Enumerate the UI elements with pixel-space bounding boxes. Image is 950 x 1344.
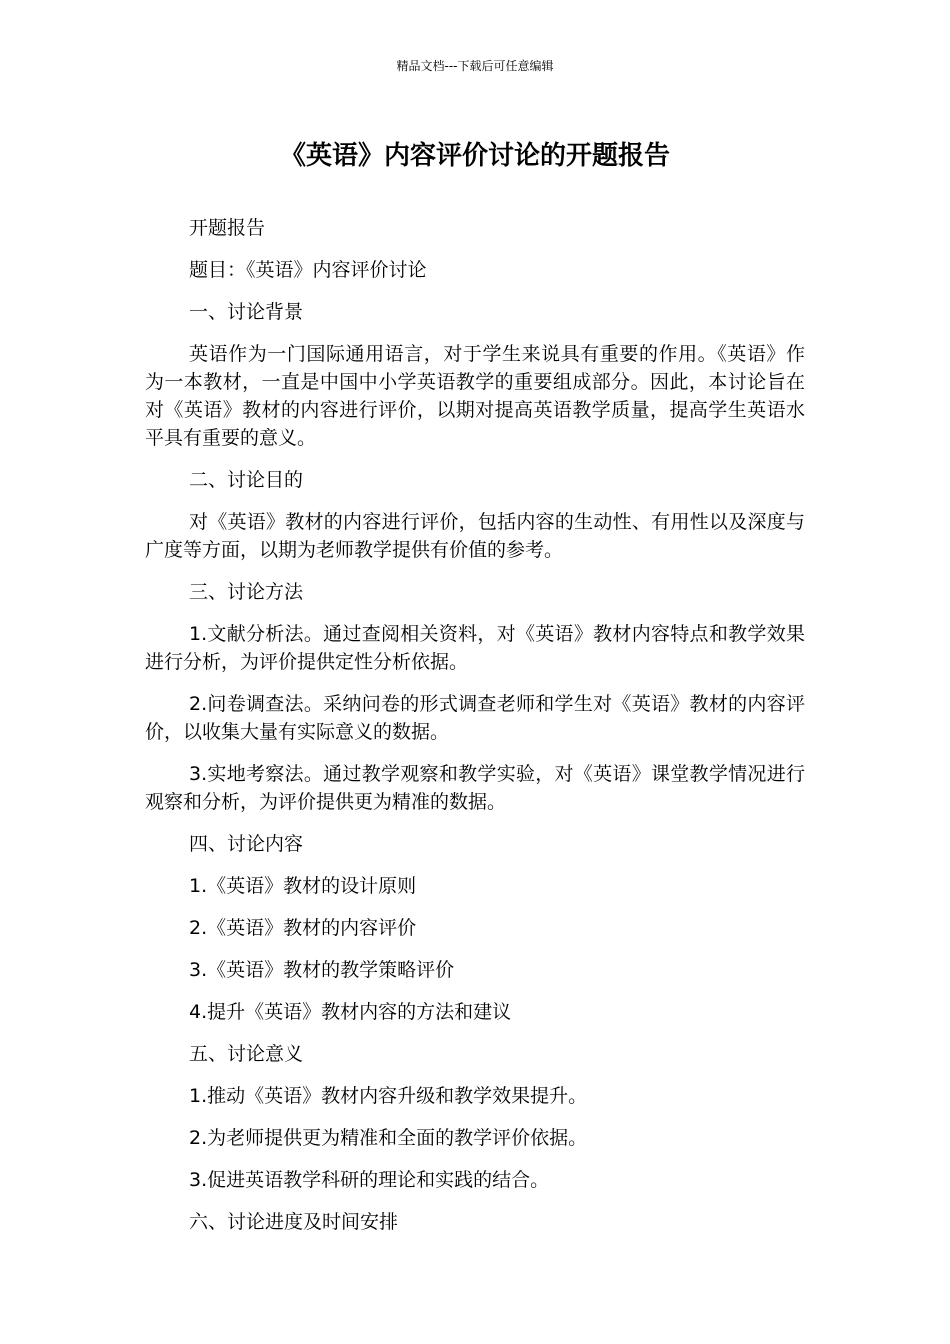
section-heading-method: 三、讨论方法 [189,581,304,603]
section-heading-purpose: 二、讨论目的 [189,469,304,491]
content-item-evaluation: 2.《英语》教材的内容评价 [189,917,417,939]
content-item-design: 1.《英语》教材的设计原则 [189,875,417,897]
method-item-fieldwork: 3.实地考察法。通过教学观察和教学实验，对《英语》课堂教学情况进行观察和分析，为评价提供更为精准的数据。 [145,763,805,813]
section-heading-schedule: 六、讨论进度及时间安排 [189,1211,399,1233]
significance-item-basis: 2.为老师提供更为精准和全面的教学评价依据。 [189,1127,588,1149]
content-item-improvement: 4.提升《英语》教材内容的方法和建议 [189,1001,512,1023]
method-item-literature: 1.文献分析法。通过查阅相关资料，对《英语》教材内容特点和教学效果进行分析，为评价提供定性分析依据。 [145,623,805,673]
method-item-survey: 2.问卷调查法。采纳问卷的形式调查老师和学生对《英语》教材的内容评价，以收集大量有实际意义的数据。 [145,693,805,743]
section-heading-background: 一、讨论背景 [189,301,304,323]
paragraph-background: 英语作为一门国际通用语言，对于学生来说具有重要的作用。《英语》作为一本教材，一直是中国中小学英语教学的重要组成部分。因此，本讨论旨在对《英语》教材的内容进行评价，以期对提高英语教学质量，提高学生英语水平具有重要的意义。 [145,343,805,449]
paragraph-report-label: 开题报告 [189,217,266,239]
content-item-strategy: 3.《英语》教材的教学策略评价 [189,959,455,981]
page-header: 精品文档---下载后可任意编辑 [396,59,554,73]
section-heading-significance: 五、讨论意义 [189,1043,304,1065]
paragraph-purpose: 对《英语》教材的内容进行评价，包括内容的生动性、有用性以及深度与广度等方面，以期为老师教学提供有价值的参考。 [145,511,805,561]
section-heading-content: 四、讨论内容 [189,833,304,855]
significance-item-research: 3.促进英语教学科研的理论和实践的结合。 [189,1169,550,1191]
document-title: 《英语》内容评价讨论的开题报告 [279,141,670,171]
document-body [145,214,805,1250]
significance-item-upgrade: 1.推动《英语》教材内容升级和教学效果提升。 [189,1085,588,1107]
paragraph-topic: 题目：《英语》内容评价讨论 [189,259,427,281]
